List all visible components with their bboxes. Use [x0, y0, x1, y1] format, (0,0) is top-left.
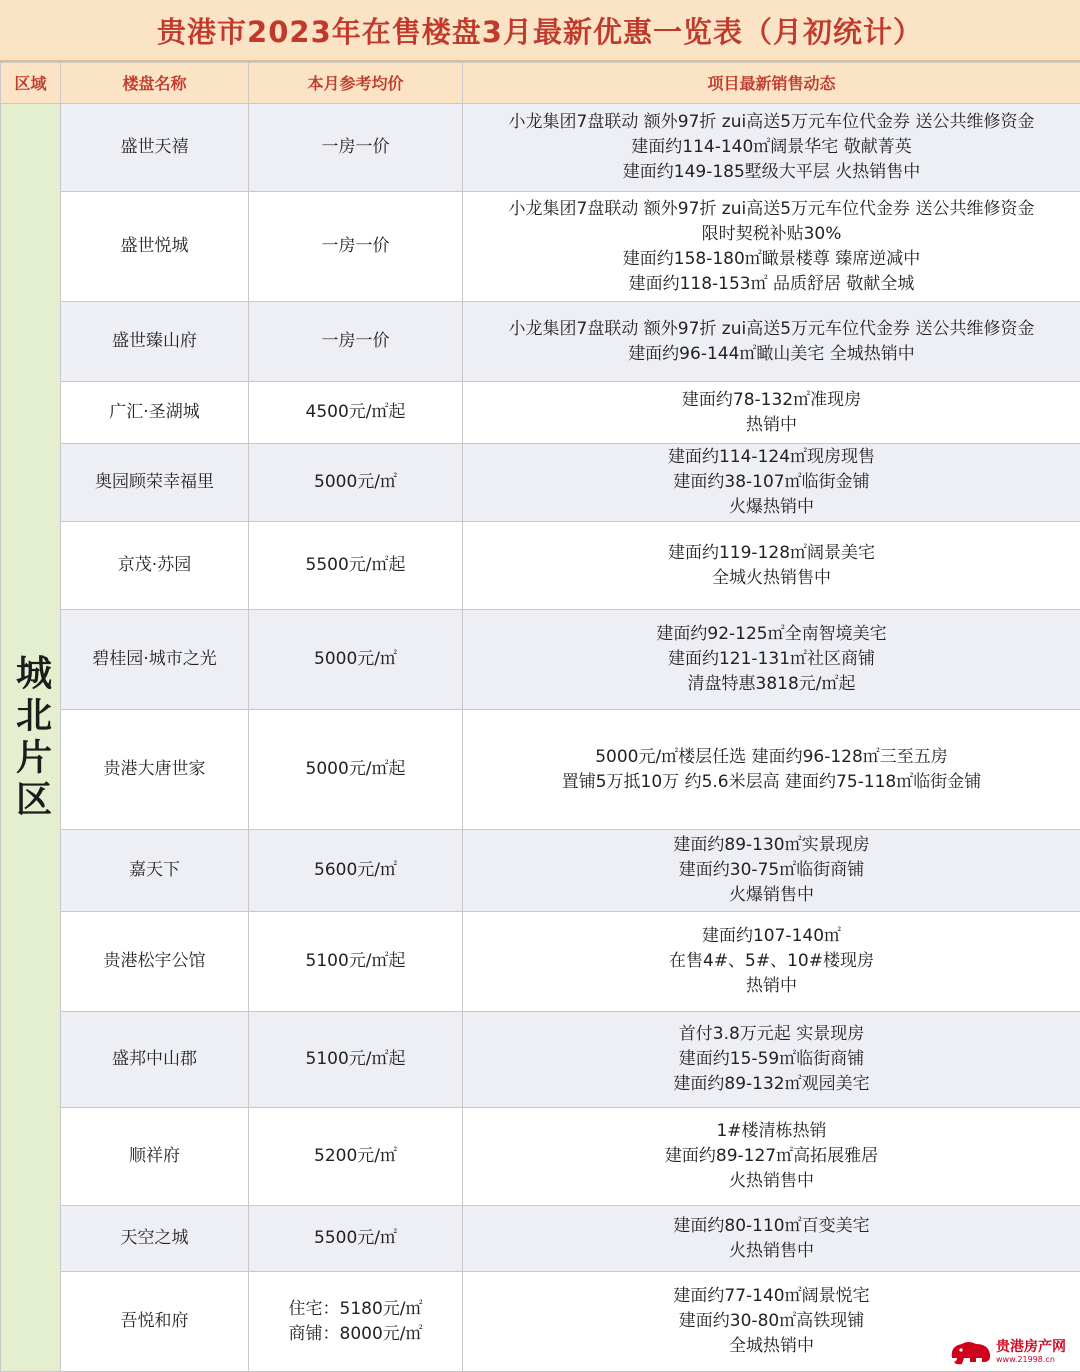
price-line: 4500元/㎡起 [249, 400, 462, 425]
property-name: 贵港大唐世家 [61, 710, 249, 830]
property-name: 吾悦和府 [61, 1272, 249, 1372]
sales-info-cell [463, 610, 1080, 710]
price-cell [249, 192, 463, 302]
table-row [1, 104, 1080, 192]
property-name: 盛世悦城 [61, 192, 249, 302]
price-cell [249, 610, 463, 710]
header-price: 本月参考均价 [249, 63, 463, 104]
price-line: 5500元/㎡ [249, 1226, 462, 1251]
site-logo [948, 1335, 1076, 1369]
price-line: 一房一价 [249, 329, 462, 354]
table-body [1, 104, 1080, 1372]
listing-table [0, 62, 1080, 1372]
property-name: 嘉天下 [61, 830, 249, 912]
sales-info-cell [463, 830, 1080, 912]
property-name: 天空之城 [61, 1206, 249, 1272]
sales-info-line: 建面约15-59㎡临街商铺 [463, 1047, 1080, 1072]
table-row [1, 610, 1080, 710]
table-row [1, 192, 1080, 302]
price-line: 商铺：8000元/㎡ [249, 1322, 462, 1347]
price-line: 住宅：5180元/㎡ [249, 1297, 462, 1322]
price-cell [249, 522, 463, 610]
table-row [1, 522, 1080, 610]
header-region: 区域 [1, 63, 61, 104]
price-cell [249, 912, 463, 1012]
sales-info-line: 建面约77-140㎡阔景悦宅 [463, 1284, 1080, 1309]
property-name: 广汇·圣湖城 [61, 382, 249, 444]
sales-info-line: 建面约92-125㎡全南智境美宅 [463, 622, 1080, 647]
sales-info-line: 建面约89-127㎡高拓展雅居 [463, 1144, 1080, 1169]
price-cell [249, 1272, 463, 1372]
sales-info-line: 建面约38-107㎡临街金铺 [463, 470, 1080, 495]
sales-info-line: 限时契税补贴30% [463, 222, 1080, 247]
sales-info-cell [463, 710, 1080, 830]
price-line: 5000元/㎡ [249, 647, 462, 672]
table-row [1, 912, 1080, 1012]
sales-info-line: 火热销售中 [463, 1239, 1080, 1264]
sales-info-line: 建面约80-110㎡百变美宅 [463, 1214, 1080, 1239]
sales-info-line: 建面约149-185墅级大平层 火热销售中 [463, 160, 1080, 185]
sales-info-cell [463, 444, 1080, 522]
sales-info-line: 建面约119-128㎡阔景美宅 [463, 541, 1080, 566]
table-row [1, 444, 1080, 522]
sales-info-line: 在售4#、5#、10#楼现房 [463, 949, 1080, 974]
price-line: 5200元/㎡ [249, 1144, 462, 1169]
price-line: 5500元/㎡起 [249, 553, 462, 578]
table-row [1, 1272, 1080, 1372]
property-name: 贵港松宇公馆 [61, 912, 249, 1012]
sales-info-line: 建面约30-75㎡临街商铺 [463, 858, 1080, 883]
price-line: 5000元/㎡ [249, 470, 462, 495]
sales-info-line: 建面约114-124㎡现房现售 [463, 445, 1080, 470]
region-cell: 城北片区 [1, 104, 61, 1372]
price-cell [249, 104, 463, 192]
sales-info-cell [463, 1012, 1080, 1108]
sales-info-line: 小龙集团7盘联动 额外97折 zui高送5万元车位代金券 送公共维修资金 [463, 110, 1080, 135]
sales-info-line: 小龙集团7盘联动 额外97折 zui高送5万元车位代金券 送公共维修资金 [463, 317, 1080, 342]
sales-info-cell [463, 1206, 1080, 1272]
sales-info-line: 火热销售中 [463, 1169, 1080, 1194]
table-row [1, 302, 1080, 382]
table-row [1, 1206, 1080, 1272]
table-row [1, 382, 1080, 444]
logo-url: www.21998.cn [996, 1356, 1066, 1364]
property-name: 奥园顾荣幸福里 [61, 444, 249, 522]
sales-info-line: 建面约89-130㎡实景现房 [463, 833, 1080, 858]
sales-info-cell [463, 1108, 1080, 1206]
sales-info-line: 建面约89-132㎡观园美宅 [463, 1072, 1080, 1097]
price-cell [249, 710, 463, 830]
sales-info-line: 火爆销售中 [463, 883, 1080, 908]
sales-info-line: 首付3.8万元起 实景现房 [463, 1022, 1080, 1047]
sales-info-line: 置铺5万抵10万 约5.6米层高 建面约75-118㎡临街金铺 [463, 770, 1080, 795]
price-cell [249, 1206, 463, 1272]
sales-info-line: 建面约107-140㎡ [463, 924, 1080, 949]
elephant-icon [948, 1338, 994, 1366]
sales-info-line: 建面约114-140㎡阔景华宅 敬献菁英 [463, 135, 1080, 160]
price-cell [249, 444, 463, 522]
table-row [1, 710, 1080, 830]
price-line: 一房一价 [249, 234, 462, 259]
property-name: 盛邦中山郡 [61, 1012, 249, 1108]
sales-info-cell [463, 302, 1080, 382]
header-name: 楼盘名称 [61, 63, 249, 104]
price-cell [249, 1012, 463, 1108]
sales-info-line: 1#楼清栋热销 [463, 1119, 1080, 1144]
price-cell [249, 1108, 463, 1206]
table-row [1, 830, 1080, 912]
price-line: 一房一价 [249, 135, 462, 160]
price-line: 5100元/㎡起 [249, 949, 462, 974]
sales-info-line: 建面约78-132㎡准现房 [463, 388, 1080, 413]
sales-info-line: 清盘特惠3818元/㎡起 [463, 672, 1080, 697]
page-title: 贵港市2023年在售楼盘3月最新优惠一览表（月初统计） [0, 0, 1080, 62]
sales-info-cell [463, 382, 1080, 444]
sales-info-line: 建面约96-144㎡瞰山美宅 全城热销中 [463, 342, 1080, 367]
sales-info-cell [463, 912, 1080, 1012]
sales-info-line: 建面约118-153㎡ 品质舒居 敬献全城 [463, 272, 1080, 297]
sales-info-line: 热销中 [463, 413, 1080, 438]
table-row [1, 1108, 1080, 1206]
sales-info-line: 5000元/㎡楼层任选 建面约96-128㎡三至五房 [463, 745, 1080, 770]
sales-info-cell [463, 192, 1080, 302]
price-cell [249, 830, 463, 912]
sales-info-line: 建面约121-131㎡社区商铺 [463, 647, 1080, 672]
table-header-row [1, 63, 1080, 104]
property-name: 顺祥府 [61, 1108, 249, 1206]
price-cell [249, 382, 463, 444]
sales-info-line: 热销中 [463, 974, 1080, 999]
property-name: 盛世臻山府 [61, 302, 249, 382]
sales-info-line: 全城热销中 [463, 1334, 1080, 1359]
sales-info-line: 全城火热销售中 [463, 566, 1080, 591]
sales-info-cell [463, 522, 1080, 610]
property-name: 京茂·苏园 [61, 522, 249, 610]
price-line: 5000元/㎡起 [249, 757, 462, 782]
sales-info-line: 小龙集团7盘联动 额外97折 zui高送5万元车位代金券 送公共维修资金 [463, 197, 1080, 222]
header-info: 项目最新销售动态 [463, 63, 1080, 104]
price-cell [249, 302, 463, 382]
property-name: 盛世天禧 [61, 104, 249, 192]
sales-info-line: 建面约30-80㎡高铁现铺 [463, 1309, 1080, 1334]
table-row [1, 1012, 1080, 1108]
logo-name: 贵港房产网 [996, 1340, 1066, 1354]
sales-info-line: 建面约158-180㎡瞰景楼尊 臻席逆减中 [463, 247, 1080, 272]
sales-info-cell [463, 104, 1080, 192]
price-line: 5600元/㎡ [249, 858, 462, 883]
property-name: 碧桂园·城市之光 [61, 610, 249, 710]
sales-info-line: 火爆热销中 [463, 495, 1080, 520]
price-line: 5100元/㎡起 [249, 1047, 462, 1072]
